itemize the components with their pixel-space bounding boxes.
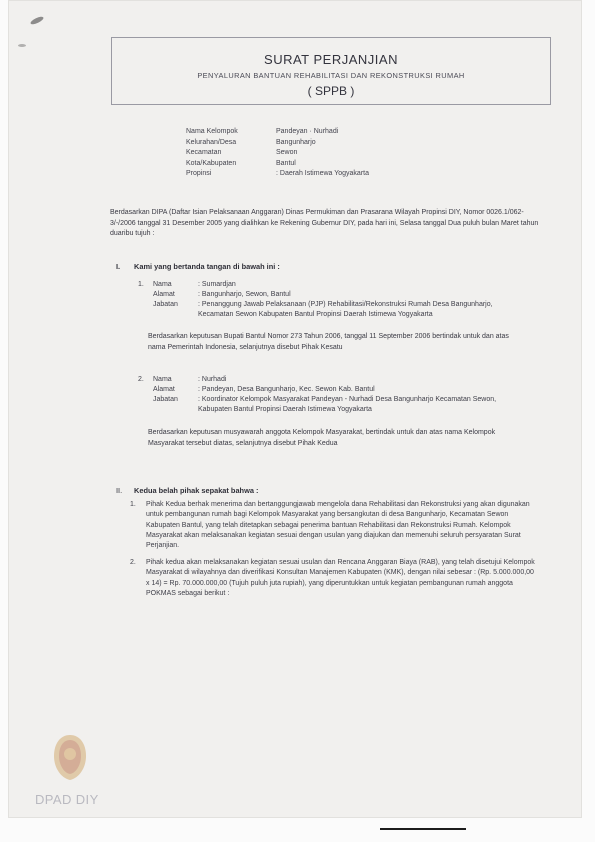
ink-smudge <box>30 15 45 25</box>
group-key: Propinsi <box>186 170 212 177</box>
group-row <box>186 169 369 180</box>
section-number: I. <box>116 262 121 271</box>
group-value: Bangunharjo <box>276 138 316 146</box>
document-subtitle: PENYALURAN BANTUAN REHABILITASI DAN REKONSTRUKSI RUMAH <box>197 71 465 80</box>
party-1 <box>138 280 518 320</box>
item-number: 2. <box>130 559 136 566</box>
field-label: Jabatan <box>153 396 178 403</box>
footer-rule <box>380 828 466 830</box>
group-row <box>186 148 369 159</box>
party-2 <box>138 375 528 415</box>
document-code: ( SPPB ) <box>307 84 355 98</box>
field-value: : Koordinator Kelompok Masyarakat Pandeyan - Nurhadi Desa Bangunharjo Kecamatan Sewon, Kabupaten Bantul Propinsi Daerah Istimewa Yogyakarta <box>198 396 497 413</box>
group-key: Kecamatan <box>186 149 222 156</box>
field-label: Nama <box>153 376 172 383</box>
field-value: : Sumardjan <box>198 281 236 288</box>
section-title: Kedua belah pihak sepakat bahwa : <box>134 486 259 495</box>
field-value: : Penanggung Jawab Pelaksanaan (PJP) Rehabilitasi/Rekonstruksi Rumah Desa Bangunharjo, Kecamatan Sewon Kabupaten Bantul Propinsi Daerah Istimewa Yogyakarta <box>198 301 493 318</box>
group-key: Kelurahan/Desa <box>186 138 237 146</box>
section-title: Kami yang bertanda tangan di bawah ini : <box>134 262 280 271</box>
dpad-seal-logo <box>50 732 90 782</box>
agreement-item <box>130 558 536 599</box>
field-label: Nama <box>153 281 172 288</box>
intro-paragraph: Berdasarkan DIPA (Daftar Isian Pelaksanaan Anggaran) Dinas Permukiman dan Prasarana Wilayah Propinsi DIY, Nomor 0026.1/062-3/-/2006 tanggal 31 Desember 2005 yang dialihkan ke Rekening Gubernur DIY, pada hari ini, Selasa tanggal Dua puluh bulan Maret tahun duaribu tujuh : <box>110 209 539 237</box>
group-value: Bantul <box>276 159 296 167</box>
group-value: Pandeyan · Nurhadi <box>276 128 339 135</box>
section-2-heading <box>116 486 258 495</box>
group-value: : Daerah Istimewa Yogyakarta <box>276 170 369 177</box>
section-number: II. <box>116 486 123 495</box>
ink-smudge <box>18 44 26 47</box>
field-label: Alamat <box>153 291 175 298</box>
group-row <box>186 159 369 170</box>
field-label: Jabatan <box>153 301 178 308</box>
item-number: 1. <box>130 501 136 508</box>
field-value: : Bangunharjo, Sewon, Bantul <box>198 291 291 298</box>
item-text: Pihak kedua akan melaksanakan kegiatan sesuai usulan dan Rencana Anggaran Biaya (RAB), yang telah disetujui Kelompok Masyarakat di wilayahnya dan diverifikasi Konsultan Manajemen Kabupaten (KMK), dengan nilai sebesar : (Rp. 5.000.000,00 x 14) = Rp. 70.000.000,00 (Tujuh puluh juta rupiah), yang diperuntukkan untuk kegiatan pembangunan rumah anggota POKMAS sebagai berikut : <box>146 559 535 597</box>
party-number: 2. <box>138 376 144 383</box>
group-row <box>186 138 369 149</box>
watermark: DPAD DIY <box>35 792 99 807</box>
field-value: : Pandeyan, Desa Bangunharjo, Kec. Sewon Kab. Bantul <box>198 386 375 393</box>
field-value: : Nurhadi <box>198 376 227 383</box>
party-1-basis: Berdasarkan keputusan Bupati Bantul Nomor 273 Tahun 2006, tanggal 11 September 2006 bertindak untuk dan atas nama Pemerintah Indonesia, selanjutnya disebut Pihak Kesatu <box>148 333 509 351</box>
party-2-basis: Berdasarkan keputusan musyawarah anggota Kelompok Masyarakat, bertindak untuk dan atas nama Kelompok Masyarakat tersebut diatas, selanjutnya disebut Pihak Kedua <box>148 429 496 447</box>
title-box <box>111 37 551 105</box>
agreement-item <box>130 500 536 551</box>
field-label: Alamat <box>153 386 175 393</box>
group-key: Kota/Kabupaten <box>186 159 237 167</box>
group-info-table <box>186 127 369 180</box>
group-key: Nama Kelompok <box>186 128 238 135</box>
item-text: Pihak Kedua berhak menerima dan bertanggungjawab mengelola dana Rehabilitasi dan Rekonstruksi yang akan digunakan untuk pembangunan rumah bagi Kelompok Masyarakat yang bersangkutan di desa Bangunharjo, Kecamatan Sewon Kabupaten Bantul, yang telah ditetapkan sebagai penerima bantuan Rehabilitasi dan Rekonstruksi Rumah. Kelompok Masyarakat akan melaksanakan kegiatan sesuai dengan usulan yang diajukan dan memenuhi seluruh persyaratan Surat Perjanjian. <box>146 501 530 550</box>
section-1-heading <box>116 262 280 271</box>
group-row <box>186 127 369 138</box>
document-title: SURAT PERJANJIAN <box>264 52 398 67</box>
party-number: 1. <box>138 281 144 288</box>
group-value: Sewon <box>276 149 298 156</box>
